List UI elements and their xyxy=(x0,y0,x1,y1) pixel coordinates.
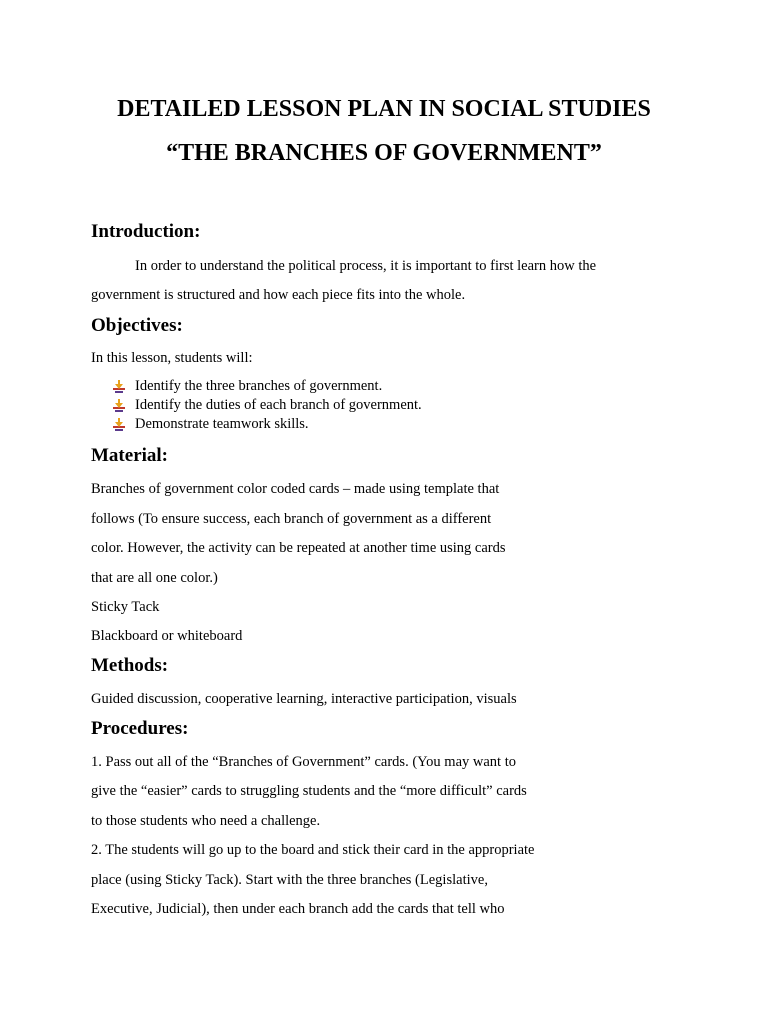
material-line: color. However, the activity can be repeated at another time using cards xyxy=(91,540,506,556)
document-title: DETAILED LESSON PLAN IN SOCIAL STUDIES xyxy=(117,96,651,122)
introduction-paragraph-line: In order to understand the political process, it is important to first learn how the xyxy=(135,258,597,274)
introduction-paragraph-line: government is structured and how each piece fits into the whole. xyxy=(91,287,466,303)
procedures-heading: Procedures: xyxy=(91,718,189,739)
introduction-heading: Introduction: xyxy=(91,221,201,242)
objective-item xyxy=(112,377,422,396)
procedure-line: to those students who need a challenge. xyxy=(91,813,321,829)
material-heading: Material: xyxy=(91,445,169,466)
material-line: that are all one color.) xyxy=(91,570,218,586)
arrow-down-bullet-icon xyxy=(112,418,126,432)
objective-item xyxy=(112,396,422,415)
bullet-stripe-bottom xyxy=(115,391,123,393)
procedure-line: place (using Sticky Tack). Start with the three branches (Legislative, xyxy=(91,872,488,888)
objectives-intro: In this lesson, students will: xyxy=(91,350,253,366)
material-line: Blackboard or whiteboard xyxy=(91,628,243,644)
material-line: Sticky Tack xyxy=(91,599,160,615)
bullet-stripe-bottom xyxy=(115,410,123,412)
bullet-stripe-bottom xyxy=(115,429,123,431)
procedure-line: 1. Pass out all of the “Branches of Government” cards. (You may want to xyxy=(91,754,516,770)
material-line: Branches of government color coded cards – made using template that xyxy=(91,481,500,497)
material-line: follows (To ensure success, each branch of government as a different xyxy=(91,511,492,527)
procedure-line: Executive, Judicial), then under each branch add the cards that tell who xyxy=(91,901,505,917)
arrow-down-bullet-icon xyxy=(112,399,126,413)
objective-item xyxy=(112,415,422,434)
objectives-list xyxy=(112,377,422,434)
objective-text: Identify the duties of each branch of government. xyxy=(135,397,422,413)
methods-line: Guided discussion, cooperative learning, interactive participation, visuals xyxy=(91,691,517,707)
objectives-heading: Objectives: xyxy=(91,315,183,336)
arrow-down-bullet-icon xyxy=(112,380,126,394)
methods-heading: Methods: xyxy=(91,655,169,676)
objective-text: Identify the three branches of government. xyxy=(135,378,383,394)
procedure-line: 2. The students will go up to the board and stick their card in the appropriate xyxy=(91,842,535,858)
objective-text: Demonstrate teamwork skills. xyxy=(135,416,309,432)
document-subtitle: “THE BRANCHES OF GOVERNMENT” xyxy=(166,140,602,166)
procedure-line: give the “easier” cards to struggling students and the “more difficult” cards xyxy=(91,783,527,799)
